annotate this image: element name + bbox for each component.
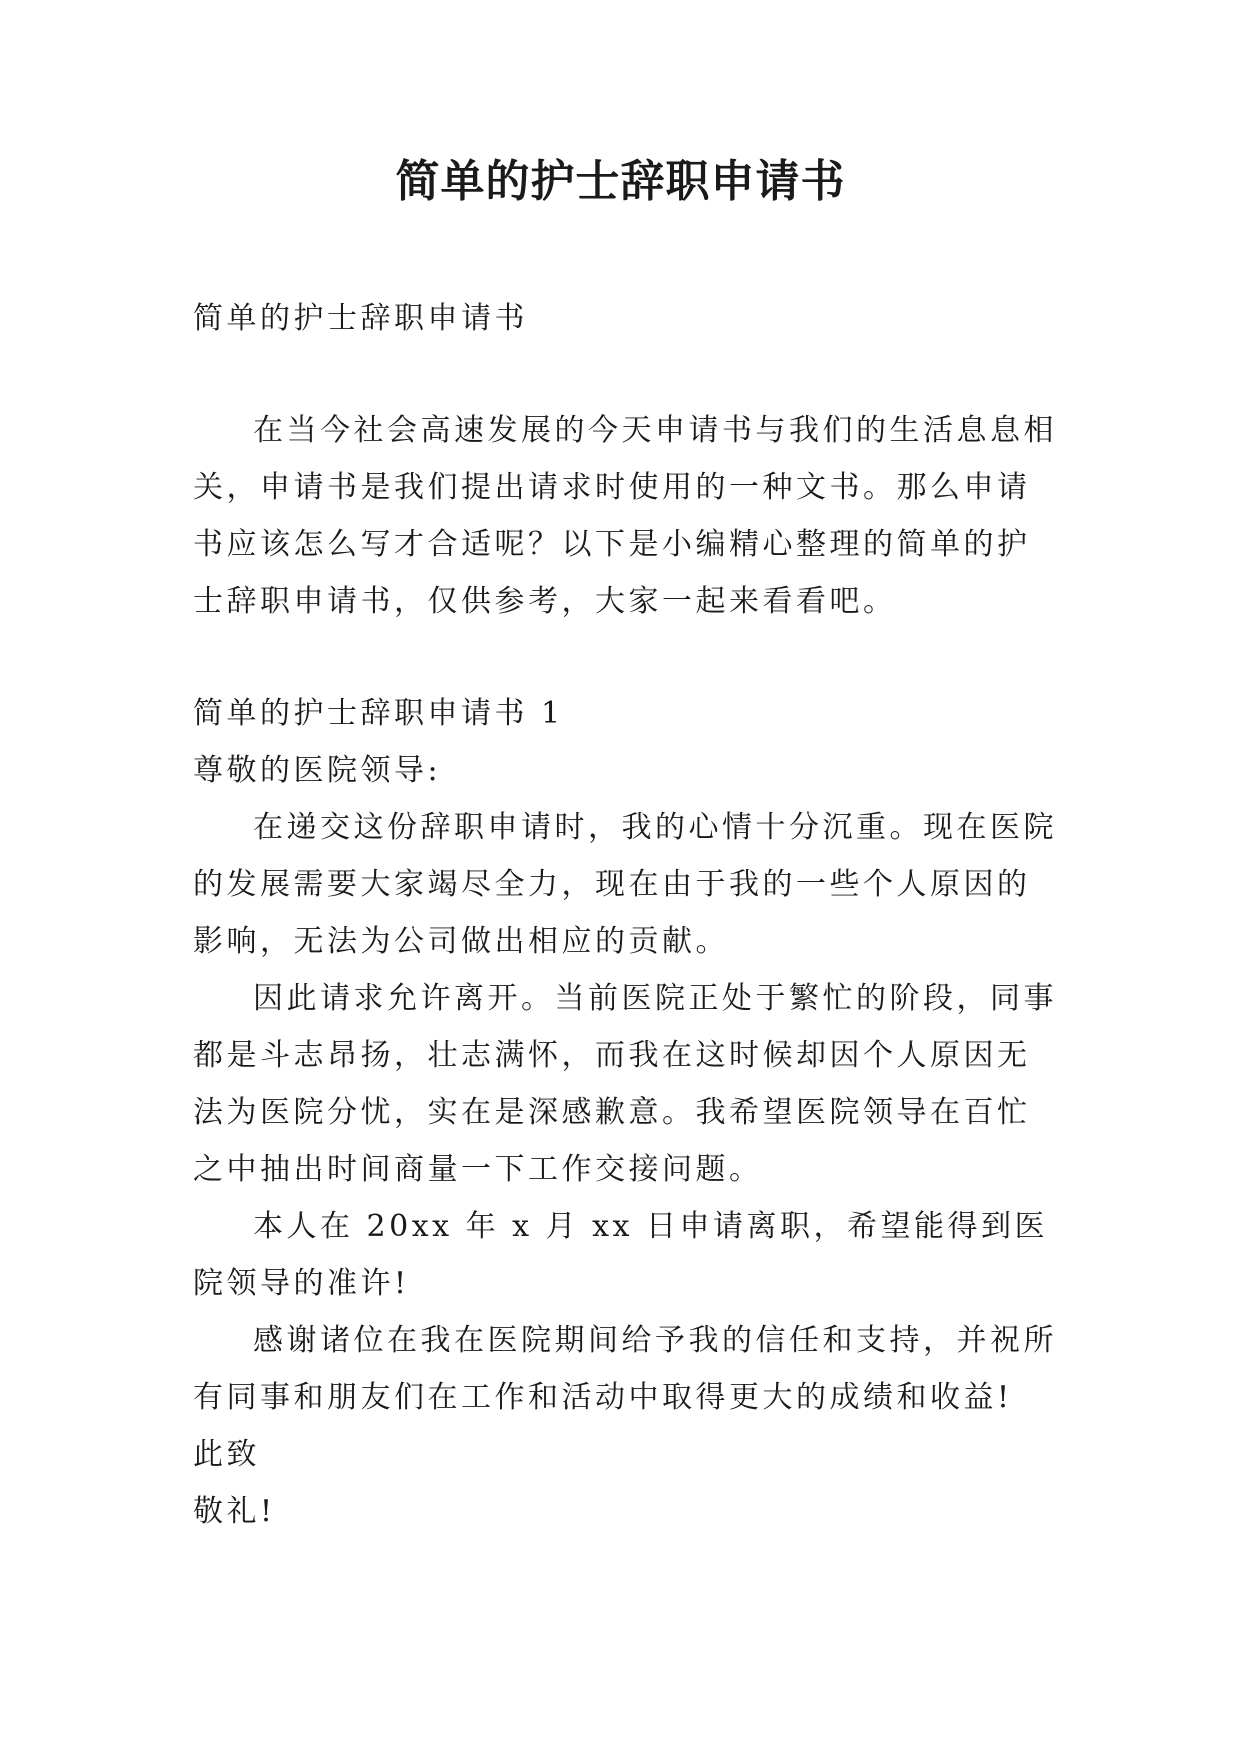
closing-line: 此致: [193, 1437, 260, 1472]
salutation: 尊敬的医院领导:: [193, 753, 442, 788]
body-paragraph: 因此请求允许离开。当前医院正处于繁忙的阶段，同事都是斗志昂扬，壮志满怀，而我在这时候却因个人原因无法为医院分忧，实在是深感歉意。我希望医院领导在百忙之中抽出时间商量一下工作交接问题。: [193, 981, 1057, 1187]
body-paragraph: 在递交这份辞职申请时，我的心情十分沉重。现在医院的发展需要大家竭尽全力，现在由于我的一些个人原因的影响，无法为公司做出相应的贡献。: [193, 810, 1057, 959]
body-paragraph: 本人在 20xx 年 x 月 xx 日申请离职，希望能得到医院领导的准许!: [193, 1209, 1048, 1301]
document-subtitle: 简单的护士辞职申请书: [193, 301, 528, 336]
intro-paragraph: 在当今社会高速发展的今天申请书与我们的生活息息相关，申请书是我们提出请求时使用的一种文书。那么申请书应该怎么写才合适呢？以下是小编精心整理的简单的护士辞职申请书，仅供参考，大家一起来看看吧。: [193, 413, 1057, 619]
closing-salute: 敬礼!: [193, 1494, 276, 1529]
body-paragraph: 感谢诸位在我在医院期间给予我的信任和支持，并祝所有同事和朋友们在工作和活动中取得更大的成绩和收益!: [193, 1323, 1057, 1415]
document-title: 简单的护士辞职申请书: [395, 156, 846, 207]
section-heading: 简单的护士辞职申请书 1: [193, 696, 564, 731]
document-body: [193, 290, 1057, 1540]
